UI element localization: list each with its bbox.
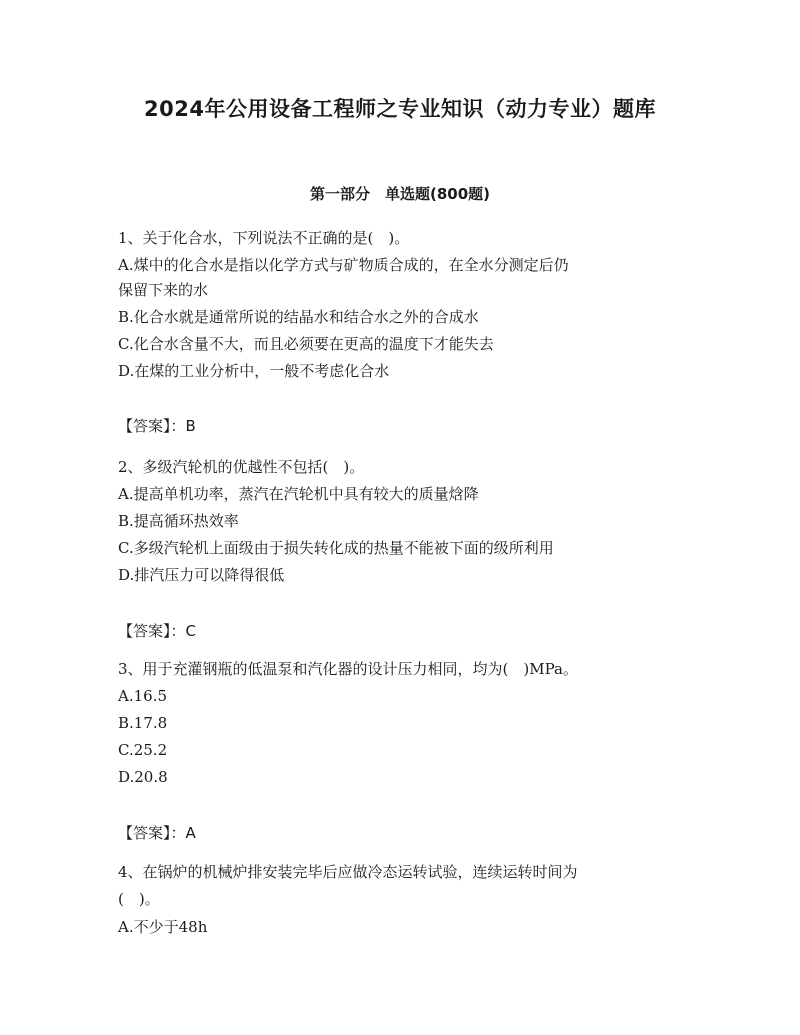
option-c: C.25.2	[118, 741, 168, 759]
question-stem: 1、关于化合水，下列说法不正确的是( )。	[118, 229, 410, 247]
option-a: A.不少于48h	[118, 918, 208, 936]
option-d: D.20.8	[118, 768, 168, 786]
option-c: C.化合水含量不大，而且必须要在更高的温度下才能失去	[118, 335, 494, 353]
question-stem: 3、用于充灌钢瓶的低温泵和汽化器的设计压力相同，均为( )MPa。	[118, 660, 578, 678]
answer: 【答案】：B	[118, 417, 196, 435]
option-b: B.17.8	[118, 714, 168, 732]
answer: 【答案】：C	[118, 622, 196, 640]
answer: 【答案】：A	[118, 824, 196, 842]
option-d: D.排汽压力可以降得很低	[118, 566, 285, 584]
question-stem: 4、在锅炉的机械炉排安装完毕后应做冷态运转试验，连续运转时间为	[118, 863, 578, 881]
option-b: B.化合水就是通常所说的结晶水和结合水之外的合成水	[118, 308, 479, 326]
option-a-continued: 保留下来的水	[118, 281, 209, 299]
question-stem: 2、多级汽轮机的优越性不包括( )。	[118, 458, 365, 476]
question-stem-continued: ( )。	[118, 890, 160, 908]
option-d: D.在煤的工业分析中，一般不考虑化合水	[118, 362, 390, 380]
option-a: A.提高单机功率，蒸汽在汽轮机中具有较大的质量焓降	[118, 485, 479, 503]
option-a: A.煤中的化合水是指以化学方式与矿物质合成的，在全水分测定后仍	[118, 256, 569, 274]
option-c: C.多级汽轮机上面级由于损失转化成的热量不能被下面的级所利用	[118, 539, 554, 557]
section-heading: 第一部分 单选题(800题)	[309, 185, 491, 203]
document-title: 2024年公用设备工程师之专业知识（动力专业）题库	[144, 97, 656, 121]
option-b: B.提高循环热效率	[118, 512, 239, 530]
option-a: A.16.5	[118, 687, 167, 705]
